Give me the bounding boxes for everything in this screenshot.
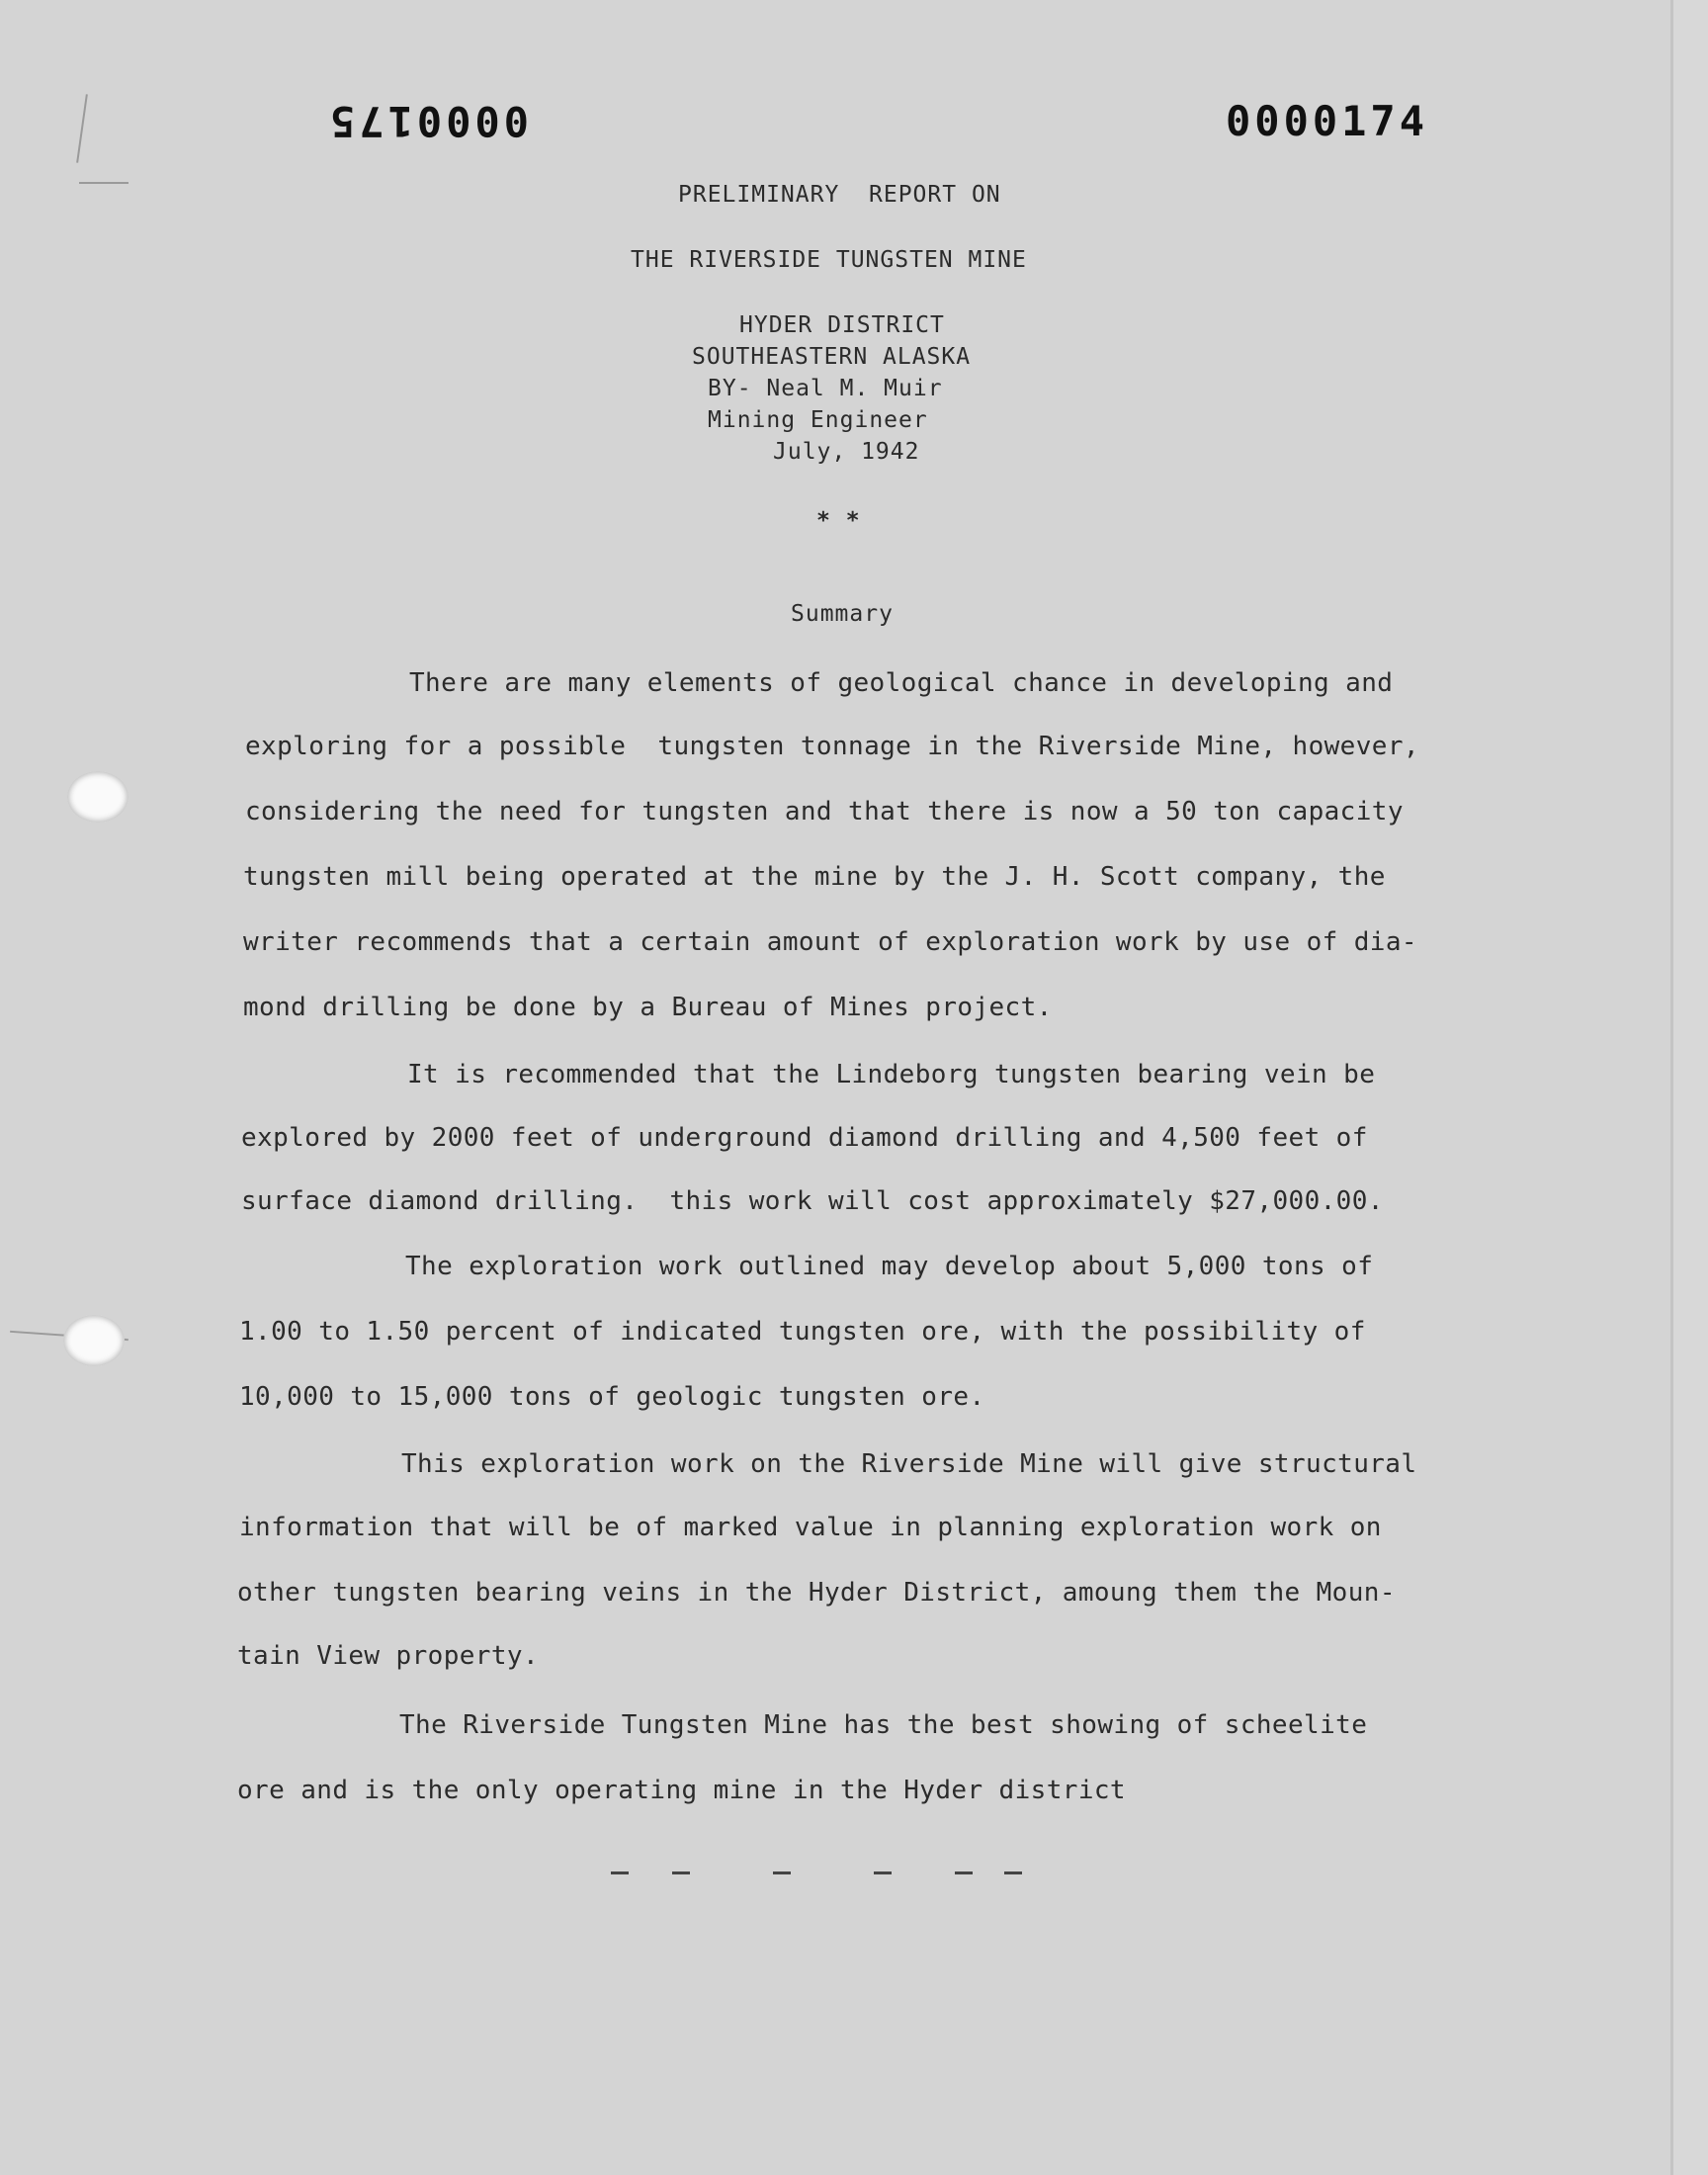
author: BY- Neal M. Muir	[708, 376, 943, 401]
text-line: information that will be of marked value in planning exploration work on	[239, 1513, 1382, 1542]
text-line: tungsten mill being operated at the mine by the J. H. Scott company, the	[243, 862, 1386, 892]
margin-mark	[79, 182, 128, 184]
text-line: The exploration work outlined may develop about 5,000 tons of	[405, 1252, 1374, 1281]
text-line: surface diamond drilling. this work will cost approximately $27,000.00.	[241, 1186, 1384, 1216]
closing-dash	[874, 1871, 892, 1874]
page-stamp-inverted: 0000175	[326, 97, 530, 145]
closing-dash	[1004, 1871, 1022, 1874]
text-line: There are many elements of geological chance in developing and	[409, 668, 1394, 698]
text-line: 1.00 to 1.50 percent of indicated tungsten ore, with the possibility of	[239, 1317, 1366, 1347]
text-line: writer recommends that a certain amount of exploration work by use of dia-	[243, 927, 1417, 957]
section-heading: Summary	[791, 601, 894, 627]
text-line: mond drilling be done by a Bureau of Mines project.	[243, 993, 1053, 1022]
text-line: exploring for a possible tungsten tonnage in the Riverside Mine, however,	[245, 732, 1419, 761]
report-title-line-2: THE RIVERSIDE TUNGSTEN MINE	[631, 247, 1027, 273]
text-line: This exploration work on the Riverside Mine will give structural	[401, 1449, 1417, 1479]
closing-dash	[611, 1871, 629, 1874]
text-line: considering the need for tungsten and that there is now a 50 ton capacity	[245, 797, 1404, 826]
page-stamp: 0000174	[1226, 97, 1429, 145]
report-title-line-1: PRELIMINARY REPORT ON	[678, 182, 1001, 208]
text-line: The Riverside Tungsten Mine has the best showing of scheelite	[399, 1710, 1368, 1740]
closing-dash	[773, 1871, 791, 1874]
report-date: July, 1942	[773, 439, 920, 465]
section-divider: * *	[816, 508, 861, 534]
author-title: Mining Engineer	[708, 407, 928, 433]
closing-dash	[672, 1871, 690, 1874]
text-line: explored by 2000 feet of underground diamond drilling and 4,500 feet of	[241, 1123, 1368, 1153]
district: HYDER DISTRICT	[739, 312, 945, 338]
text-line: other tungsten bearing veins in the Hyder District, amoung them the Moun-	[237, 1578, 1396, 1608]
region: SOUTHEASTERN ALASKA	[692, 344, 972, 370]
punch-hole	[63, 1315, 125, 1366]
text-line: It is recommended that the Lindeborg tungsten bearing vein be	[407, 1060, 1376, 1089]
closing-dash	[955, 1871, 973, 1874]
text-line: tain View property.	[237, 1641, 540, 1671]
punch-hole	[67, 771, 128, 823]
text-line: ore and is the only operating mine in the Hyder district	[237, 1776, 1126, 1805]
text-line: 10,000 to 15,000 tons of geologic tungsten ore.	[239, 1382, 985, 1412]
